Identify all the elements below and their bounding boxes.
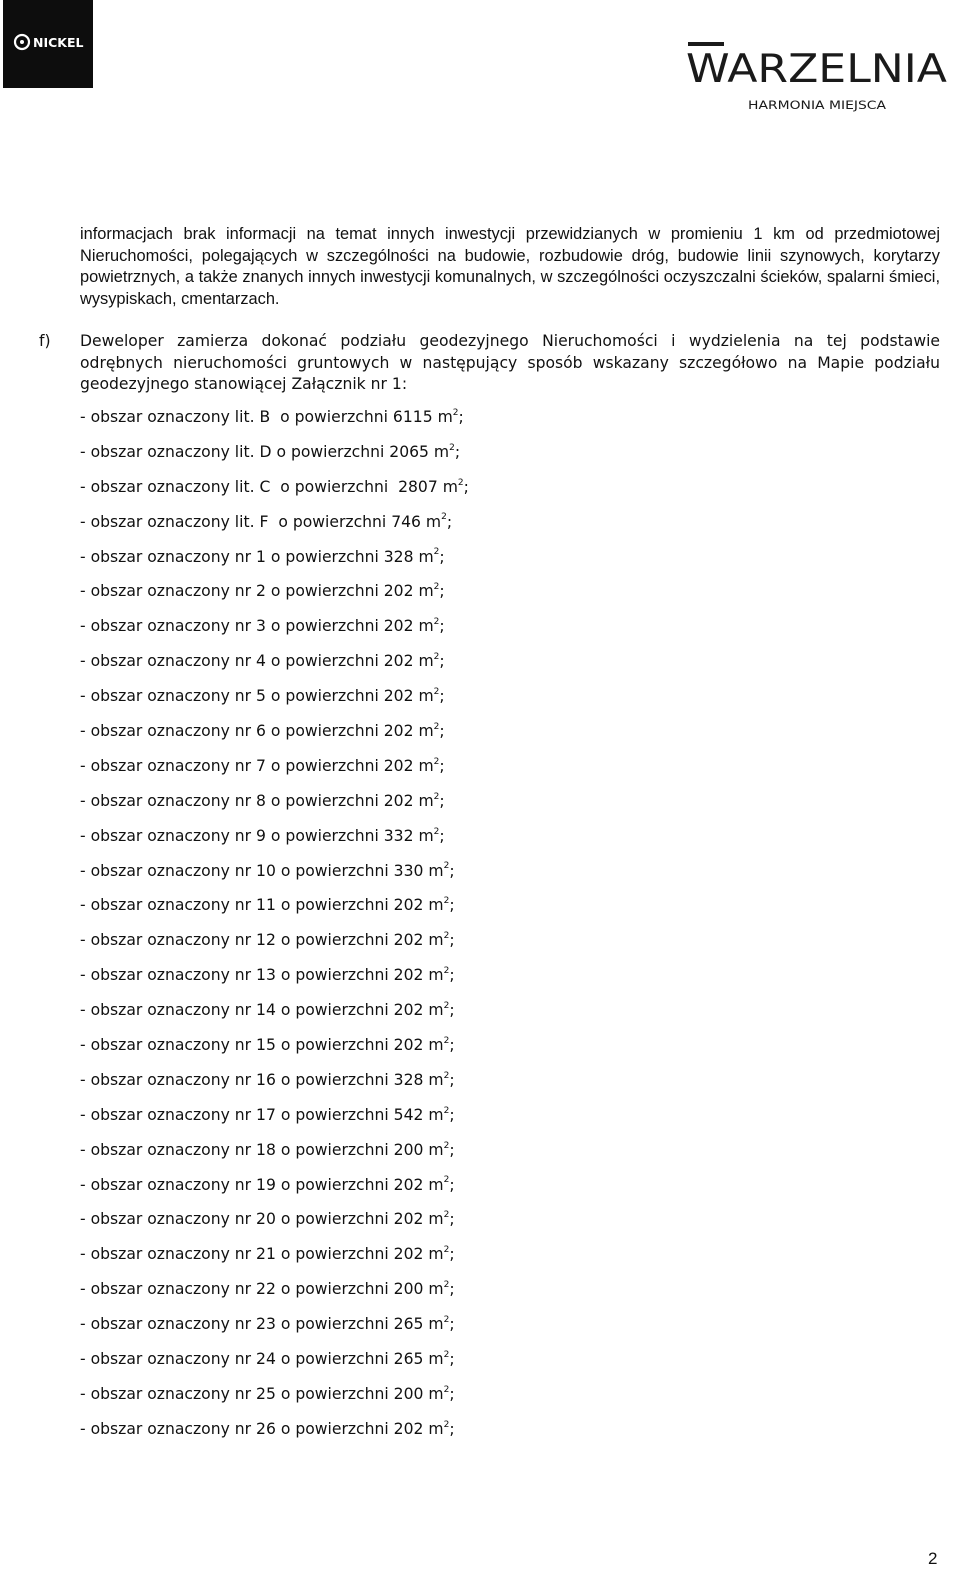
lot-terminator: ;	[463, 477, 469, 496]
lot-text: - obszar oznaczony nr 22 o powierzchni 200 m	[80, 1280, 444, 1299]
lot-terminator: ;	[449, 1315, 455, 1334]
list-item	[80, 721, 469, 756]
lot-unit-superscript: 2	[443, 931, 450, 942]
lot-unit-superscript: 2	[433, 756, 440, 767]
list-item	[80, 1279, 469, 1314]
lot-terminator: ;	[439, 652, 445, 671]
lot-unit-superscript: 2	[443, 1070, 450, 1081]
lot-text: - obszar oznaczony nr 9 o powierzchni 332 m	[80, 826, 434, 845]
item-f-text: Deweloper zamierza dokonać podziału geodezyjnego Nieruchomości i wydzielenia na tej podstawie odrębnych nieruchomości gruntowych w następujący sposób wskazany szczegółowo na Mapie podziału geodezyjnego stanowiącej Załącznik nr 1:	[80, 332, 940, 393]
lot-text: - obszar oznaczony nr 13 o powierzchni 202 m	[80, 966, 444, 985]
nickel-logo-text: NICKEL	[33, 35, 84, 50]
lot-unit-superscript: 2	[433, 686, 440, 697]
logo-accent-bar	[688, 42, 724, 46]
list-item	[80, 616, 469, 651]
lot-unit-superscript: 2	[443, 1384, 450, 1395]
lot-unit-superscript: 2	[433, 721, 440, 732]
lot-text: - obszar oznaczony nr 5 o powierzchni 202 m	[80, 687, 434, 706]
lot-terminator: ;	[449, 966, 455, 985]
lot-unit-superscript: 2	[443, 896, 450, 907]
lot-text: - obszar oznaczony nr 1 o powierzchni 328 m	[80, 547, 434, 566]
lot-text: - obszar oznaczony nr 16 o powierzchni 328 m	[80, 1070, 444, 1089]
lot-terminator: ;	[449, 1140, 455, 1159]
lot-terminator: ;	[449, 896, 455, 915]
list-item	[80, 861, 469, 896]
list-item	[80, 1140, 469, 1175]
lot-terminator: ;	[449, 1210, 455, 1229]
lot-terminator: ;	[449, 1245, 455, 1264]
lot-terminator: ;	[449, 1001, 455, 1020]
lot-terminator: ;	[449, 1384, 455, 1403]
lot-unit-superscript: 2	[443, 1210, 450, 1221]
lot-terminator: ;	[449, 1105, 455, 1124]
lot-unit-superscript: 2	[433, 582, 440, 593]
lot-unit-superscript: 2	[433, 652, 440, 663]
lot-text: - obszar oznaczony nr 15 o powierzchni 202 m	[80, 1036, 444, 1055]
lot-text: - obszar oznaczony nr 21 o powierzchni 202 m	[80, 1245, 444, 1264]
lot-unit-superscript: 2	[443, 1314, 450, 1325]
lot-text: - obszar oznaczony nr 6 o powierzchni 202 m	[80, 722, 434, 741]
lot-unit-superscript: 2	[443, 966, 450, 977]
lot-unit-superscript: 2	[443, 1140, 450, 1151]
list-item	[80, 407, 469, 442]
list-item	[80, 442, 469, 477]
lot-unit-superscript: 2	[441, 512, 447, 523]
list-item	[80, 895, 469, 930]
lot-text: - obszar oznaczony nr 26 o powierzchni 202 m	[80, 1419, 444, 1438]
nickel-circle-icon	[3, 0, 93, 88]
lot-unit-superscript: 2	[433, 826, 440, 837]
lot-unit-superscript: 2	[443, 1105, 450, 1116]
lot-text: - obszar oznaczony nr 23 o powierzchni 265 m	[80, 1315, 444, 1334]
lot-terminator: ;	[449, 861, 455, 880]
lot-text: - obszar oznaczony lit. D o powierzchni 2065 m	[80, 442, 450, 461]
lot-text: - obszar oznaczony nr 24 o powierzchni 265 m	[80, 1350, 444, 1369]
lot-terminator: ;	[439, 617, 445, 636]
lot-terminator: ;	[439, 791, 445, 810]
lot-unit-superscript: 2	[443, 1349, 450, 1360]
list-item	[80, 1244, 469, 1279]
lot-terminator: ;	[446, 512, 453, 531]
list-item	[80, 512, 469, 547]
lot-terminator: ;	[439, 722, 445, 741]
lot-terminator: ;	[449, 931, 455, 950]
item-f-marker: f)	[39, 332, 51, 350]
lot-terminator: ;	[439, 756, 445, 775]
paragraph-continuation: informacjach brak informacji na temat innych inwestycji przewidzianych w promieniu 1 km od przedmiotowej Nieruchomości, polegających w szczególności na budowie, rozbudowie dróg, budowie linii szynowych, korytarzy powietrznych, a także znanych innych inwestycji komunalnych, w szczególności oczyszczalni ścieków, spalarni śmieci, wysypiskach, cmentarzach.	[80, 225, 940, 308]
lot-unit-superscript: 2	[443, 1000, 450, 1011]
lot-unit-superscript: 2	[443, 1419, 450, 1430]
lot-text: - obszar oznaczony nr 10 o powierzchni 330 m	[80, 861, 444, 880]
lot-terminator: ;	[454, 442, 461, 461]
lot-terminator: ;	[458, 408, 464, 426]
lot-unit-superscript: 2	[452, 407, 459, 418]
lot-unit-superscript: 2	[443, 1035, 450, 1046]
warzelnia-logo	[686, 42, 948, 114]
list-item	[80, 826, 469, 861]
list-item	[80, 1175, 469, 1210]
list-item	[80, 930, 469, 965]
lot-list	[80, 407, 469, 1454]
lot-terminator: ;	[439, 687, 445, 706]
lot-text: - obszar oznaczony nr 25 o powierzchni 200 m	[80, 1384, 444, 1403]
list-item	[80, 791, 469, 826]
list-item	[80, 756, 469, 791]
list-item	[80, 1035, 469, 1070]
list-item	[80, 686, 469, 721]
lot-text: - obszar oznaczony nr 19 o powierzchni 202 m	[80, 1175, 444, 1194]
list-item	[80, 965, 469, 1000]
list-item	[80, 581, 469, 616]
lot-text: - obszar oznaczony nr 14 o powierzchni 202 m	[80, 1001, 444, 1020]
lot-terminator: ;	[439, 582, 445, 601]
list-item	[80, 1314, 469, 1349]
lot-terminator: ;	[439, 547, 445, 566]
lot-text: - obszar oznaczony nr 3 o powierzchni 202 m	[80, 617, 434, 636]
page-number: 2	[928, 1549, 938, 1568]
list-item	[80, 477, 469, 512]
lot-terminator: ;	[449, 1419, 455, 1438]
list-item	[80, 1419, 469, 1454]
lot-unit-superscript: 2	[443, 861, 450, 872]
lot-text: - obszar oznaczony nr 2 o powierzchni 202 m	[80, 582, 434, 601]
lot-terminator: ;	[439, 826, 445, 845]
lot-unit-superscript: 2	[457, 477, 464, 488]
lot-text: - obszar oznaczony nr 7 o powierzchni 202 m	[80, 756, 434, 775]
list-item	[80, 1000, 469, 1035]
lot-unit-superscript: 2	[443, 1175, 450, 1186]
list-item	[80, 1105, 469, 1140]
lot-unit-superscript: 2	[433, 547, 440, 558]
lot-text: - obszar oznaczony lit. B o powierzchni 6115 m	[80, 408, 453, 426]
lot-unit-superscript: 2	[443, 1245, 450, 1256]
lot-unit-superscript: 2	[449, 442, 455, 453]
lot-text: - obszar oznaczony nr 17 o powierzchni 542 m	[80, 1105, 444, 1124]
lot-text: - obszar oznaczony nr 11 o powierzchni 202 m	[80, 896, 444, 915]
lot-text: - obszar oznaczony nr 4 o powierzchni 202 m	[80, 652, 434, 671]
lot-unit-superscript: 2	[433, 791, 440, 802]
list-item	[80, 547, 469, 582]
list-item	[80, 1349, 469, 1384]
lot-text: - obszar oznaczony lit. C o powierzchni 2807 m	[80, 477, 458, 496]
list-item	[80, 1209, 469, 1244]
warzelnia-logo-text: WARZELNIA	[686, 47, 948, 92]
lot-terminator: ;	[449, 1280, 455, 1299]
list-item	[80, 651, 469, 686]
lot-text: - obszar oznaczony nr 12 o powierzchni 202 m	[80, 931, 444, 950]
lot-terminator: ;	[449, 1070, 455, 1089]
list-item	[80, 1070, 469, 1105]
nickel-logo	[3, 0, 93, 88]
lot-terminator: ;	[449, 1036, 455, 1055]
lot-text: - obszar oznaczony nr 18 o powierzchni 200 m	[80, 1140, 444, 1159]
list-item	[80, 1384, 469, 1419]
warzelnia-tagline: HARMONIA MIEJSCA	[748, 98, 887, 112]
lot-text: - obszar oznaczony nr 20 o powierzchni 202 m	[80, 1210, 444, 1229]
lot-text: - obszar oznaczony lit. F o powierzchni 746 m	[80, 512, 442, 531]
lot-unit-superscript: 2	[433, 617, 440, 628]
lot-unit-superscript: 2	[443, 1280, 450, 1291]
lot-terminator: ;	[449, 1350, 455, 1369]
lot-terminator: ;	[449, 1175, 455, 1194]
lot-text: - obszar oznaczony nr 8 o powierzchni 202 m	[80, 791, 434, 810]
